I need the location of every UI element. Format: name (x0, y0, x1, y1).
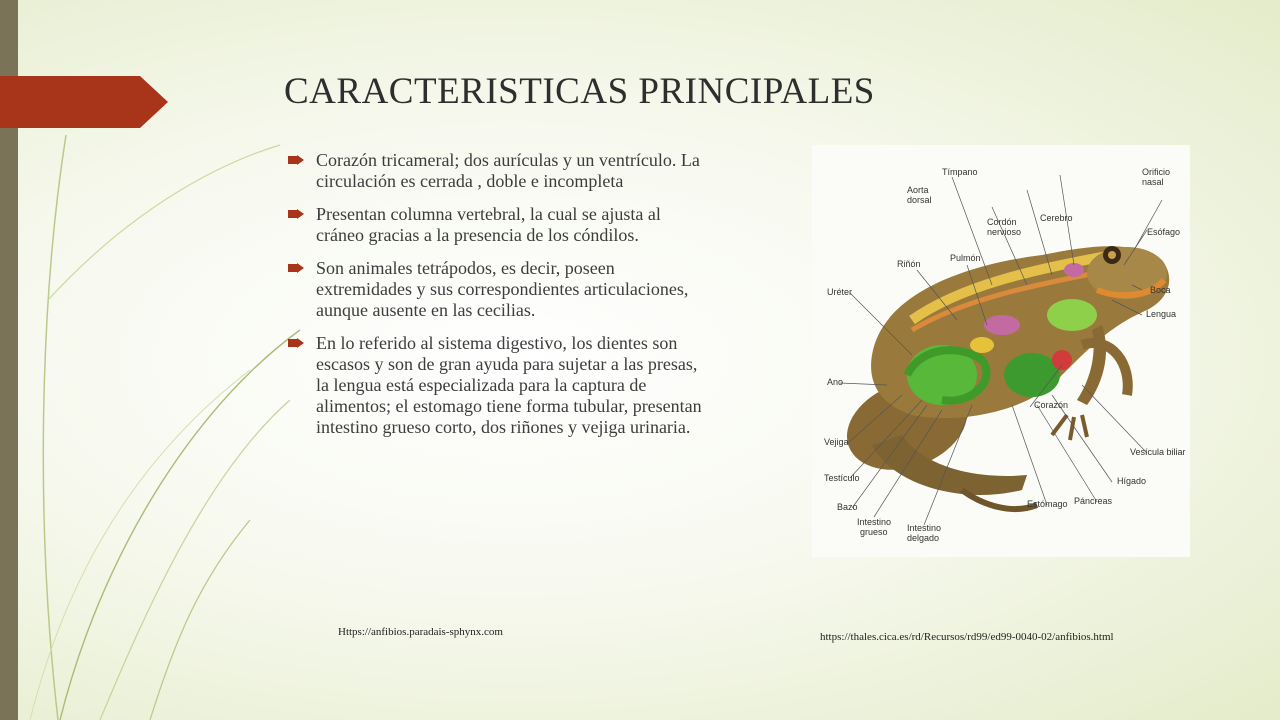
arrow-bullet-icon (288, 155, 304, 165)
label-lengua: Lengua (1146, 309, 1177, 319)
label-intestino-delgado: Intestino (907, 523, 942, 533)
label-estomago: Estómago (1027, 499, 1068, 509)
label-aorta-dorsal: Aorta (907, 185, 929, 195)
label-ano: Ano (827, 377, 844, 387)
label-pulmon: Pulmón (950, 253, 981, 263)
bullet-list (288, 150, 708, 450)
source-link-left[interactable]: Https://anfibios.paradais-sphynx.com (338, 626, 503, 638)
bullet-text: Son animales tetrápodos, es decir, poseen extremidades y sus correspondientes articulaciones, aunque ausente en las cecilias. (316, 258, 689, 320)
source-link-right[interactable]: https://thales.cica.es/rd/Recursos/rd99/ed99-0040-02/anfibios.html (820, 631, 1114, 643)
label-vejiga: Vejiga (824, 437, 849, 447)
frog-anatomy-diagram (812, 145, 1190, 557)
arrow-bullet-icon (288, 338, 304, 348)
arrow-bullet-icon (288, 263, 304, 273)
label-intestino-grueso: Intestino (857, 517, 892, 527)
label-pancreas: Páncreas (1074, 496, 1113, 506)
label-timpano: Tímpano (942, 167, 978, 177)
arrow-bullet-icon (288, 209, 304, 219)
label-cerebro: Cerebro (1040, 213, 1073, 223)
bullet-item (288, 258, 708, 321)
label-testiculo: Testículo (824, 473, 860, 483)
bullet-item (288, 150, 708, 192)
label-rinon: Riñón (897, 259, 921, 269)
label-orificio-nasal: Orificio (1142, 167, 1171, 177)
label-intestino-grueso-2: grueso (860, 527, 888, 537)
bullet-text: Presentan columna vertebral, la cual se ajusta al cráneo gracias a la presencia de los cóndilos. (316, 204, 661, 245)
label-esofago: Esófago (1147, 227, 1181, 237)
slide-title: CARACTERISTICAS PRINCIPALES (284, 71, 875, 112)
label-bazo: Bazo (837, 502, 858, 512)
label-higado: Hígado (1117, 476, 1147, 486)
title-accent-tab (0, 76, 168, 128)
label-aorta-dorsal-2: dorsal (907, 195, 932, 205)
label-cordon-nervioso-2: nervioso (987, 227, 1022, 237)
label-ureter: Uréter (827, 287, 853, 297)
label-orificio-nasal-2: nasal (1142, 177, 1164, 187)
bullet-item (288, 204, 708, 246)
label-boca: Boca (1150, 285, 1171, 295)
label-vesicula-biliar: Vesícula biliar (1130, 447, 1186, 457)
label-intestino-delgado-2: delgado (907, 533, 940, 543)
label-cordon-nervioso: Cordón (987, 217, 1017, 227)
bullet-item (288, 333, 708, 438)
bullet-text: En lo referido al sistema digestivo, los dientes son escasos y son de gran ayuda para sujetar a las presas, la lengua está especializada para la captura de alimentos; el estomago tiene forma tubular, presentan intestino grueso corto, dos riñones y vejiga urinaria. (316, 333, 702, 437)
bullet-text: Corazón tricameral; dos aurículas y un ventrículo. La circulación es cerrada , doble e incompleta (316, 150, 700, 191)
label-corazon: Corazón (1034, 400, 1069, 410)
